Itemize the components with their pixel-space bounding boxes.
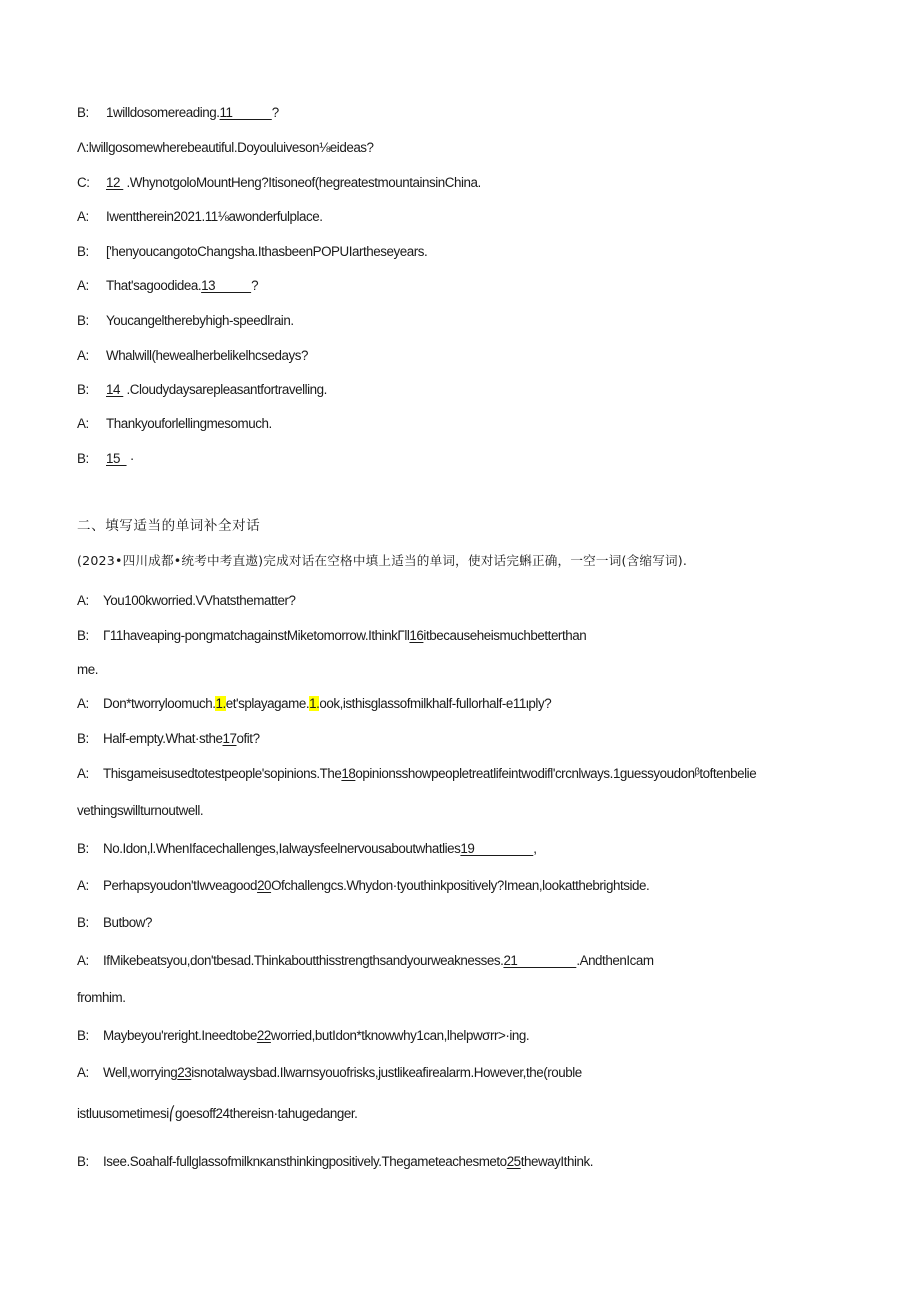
dialogue-line bbox=[77, 277, 258, 295]
dialogue-text: Well,worrying bbox=[103, 1065, 178, 1080]
dialogue-text: Iwenttherein2021.11⅛awonderfulplace. bbox=[106, 209, 323, 224]
dialogue-text: .Cloudydaysarepleasantfortravelling. bbox=[123, 382, 327, 397]
dialogue-text: 1willdosomereading. bbox=[106, 105, 220, 120]
dialogue-line bbox=[77, 765, 756, 783]
answer-blank: 23 bbox=[177, 1065, 192, 1080]
dialogue-text: · bbox=[126, 451, 134, 466]
dialogue-text: ? bbox=[251, 278, 259, 293]
answer-blank: 17 bbox=[222, 731, 237, 746]
dialogue-text: Youcangeltherebyhigh-speedlrain. bbox=[106, 313, 294, 328]
dialogue-text: Perhapsyoudon'tIwveagood bbox=[103, 878, 258, 893]
dialogue-text: et'splayagame. bbox=[225, 696, 310, 711]
dialogue-line bbox=[77, 1027, 529, 1045]
dialogue-text: fromhim. bbox=[77, 990, 126, 1005]
dialogue-text: itbecauseheismuchbetterthan bbox=[423, 628, 587, 643]
dialogue-text: .WhynotgoloMountHeng?Itisoneof(hegreatestmountainsinChina. bbox=[123, 175, 481, 190]
speaker-label: B: bbox=[77, 731, 89, 746]
speaker-label: A: bbox=[77, 766, 89, 781]
dialogue-text: , bbox=[533, 841, 537, 856]
dialogue-line bbox=[77, 208, 323, 226]
dialogue-line bbox=[77, 415, 272, 433]
dialogue-text: Butbow? bbox=[103, 915, 152, 930]
speaker-label: B: bbox=[77, 313, 89, 328]
speaker-label: B: bbox=[77, 382, 89, 397]
question-intro: (2023•四川成都•统考中考直遨)完成对话在空格中填上适当的单词，使对话完蝌正确，一空一词(含缩写词). bbox=[77, 553, 688, 568]
dialogue-line bbox=[77, 450, 134, 468]
highlighted-text: 1. bbox=[215, 696, 226, 711]
speaker-label: B: bbox=[77, 451, 89, 466]
answer-blank: 22 bbox=[256, 1028, 271, 1043]
dialogue-line bbox=[77, 730, 260, 748]
dialogue-line bbox=[77, 952, 654, 970]
answer-blank: 20 bbox=[257, 878, 272, 893]
dialogue-line bbox=[77, 661, 98, 679]
speaker-label: B: bbox=[77, 841, 89, 856]
answer-blank: 12 bbox=[106, 175, 124, 190]
speaker-label: A: bbox=[77, 416, 89, 431]
dialogue-text: Γ11haveaping-pongmatchagainstMiketomorrow.IthinkΓll bbox=[103, 628, 410, 643]
dialogue-text: opinionsshowpeopletreatlifeintwodifl'crcnlways.1guessyoudonᵝtoftenbelie bbox=[355, 766, 757, 781]
dialogue-text: vethingswillturnoutwell. bbox=[77, 803, 204, 818]
speaker-label: A: bbox=[77, 278, 89, 293]
answer-blank: 11 bbox=[219, 105, 272, 120]
dialogue-text: ['henyoucangotoChangsha.IthasbeenPOPUIartheseyears. bbox=[106, 244, 428, 259]
dialogue-line bbox=[77, 381, 327, 399]
dialogue-line bbox=[77, 347, 308, 365]
dialogue-line bbox=[77, 312, 294, 330]
speaker-label: B: bbox=[77, 105, 89, 120]
speaker-label: B: bbox=[77, 915, 89, 930]
dialogue-text: me. bbox=[77, 662, 98, 677]
answer-blank: 18 bbox=[341, 766, 356, 781]
dialogue-line bbox=[77, 592, 296, 610]
dialogue-text: ? bbox=[271, 105, 279, 120]
dialogue-text: Don*tworryloomuch. bbox=[103, 696, 216, 711]
dialogue-line bbox=[77, 139, 374, 157]
dialogue-line bbox=[77, 989, 125, 1007]
answer-blank: 25 bbox=[506, 1154, 521, 1169]
dialogue-text: Isee.Soahalf-fullglassofmilknκansthinkingpositively.Thegameteachesmeto bbox=[103, 1154, 507, 1169]
speaker-label: B: bbox=[77, 1028, 89, 1043]
dialogue-line bbox=[77, 1105, 357, 1123]
dialogue-text: Thisgameisusedtotestpeople'sopinions.The bbox=[103, 766, 342, 781]
dialogue-text: Thankyouforlellingmesomuch. bbox=[106, 416, 272, 431]
speaker-label: A: bbox=[77, 1065, 89, 1080]
dialogue-text: No.Idon,l.WhenIfacechallenges,Ialwaysfeelnervousaboutwhatlies bbox=[103, 841, 461, 856]
dialogue-text: Whalwill(hewealherbelikelhcsedays? bbox=[106, 348, 309, 363]
speaker-label: A: bbox=[77, 953, 89, 968]
dialogue-text: Λ:lwillgosomewherebeautiful.Doyouluiveson⅛eideas? bbox=[77, 140, 374, 155]
dialogue-line bbox=[77, 914, 152, 932]
dialogue-text: thewayIthink. bbox=[520, 1154, 593, 1169]
dialogue-line bbox=[77, 695, 551, 713]
dialogue-text: isnotalwaysbad.Ilwarnsyouofrisks,justlikeafirealarm.However,the(rouble bbox=[191, 1065, 582, 1080]
speaker-label: B: bbox=[77, 1154, 89, 1169]
speaker-label: A: bbox=[77, 209, 89, 224]
dialogue-text: Maybeyou'reright.Ineedtobe bbox=[103, 1028, 257, 1043]
answer-blank: 16 bbox=[409, 628, 424, 643]
dialogue-text: ofit? bbox=[236, 731, 260, 746]
section-heading: 二、填写适当的单词补全对话 bbox=[77, 518, 261, 534]
speaker-label: A: bbox=[77, 878, 89, 893]
dialogue-line bbox=[77, 174, 481, 192]
dialogue-line bbox=[77, 802, 203, 820]
speaker-label: A: bbox=[77, 348, 89, 363]
speaker-label: C: bbox=[77, 175, 90, 190]
dialogue-text: IfMikebeatsyou,don'tbesad.Thinkaboutthisstrengthsandyourweaknesses. bbox=[103, 953, 504, 968]
dialogue-line bbox=[77, 627, 586, 645]
dialogue-text: worried,butIdon*tknowwhy1can,lhelpwσrr>·ing. bbox=[270, 1028, 530, 1043]
dialogue-text: istluusometimesi⎛goesoff24thereisn·tahugedanger. bbox=[77, 1106, 358, 1121]
dialogue-text: ook,isthisglassofmilkhalf-fullorhalf-e11ιply? bbox=[319, 696, 552, 711]
answer-blank: 21 bbox=[503, 953, 577, 968]
speaker-label: A: bbox=[77, 593, 89, 608]
answer-blank: 13 bbox=[201, 278, 252, 293]
speaker-label: B: bbox=[77, 244, 89, 259]
dialogue-text: Ofchallengcs.Whydon·tyouthinkpositively?Imean,lookatthebrightside. bbox=[271, 878, 650, 893]
dialogue-line bbox=[77, 104, 279, 122]
dialogue-text: Half-empty.What·sthe bbox=[103, 731, 223, 746]
dialogue-line bbox=[77, 243, 427, 261]
dialogue-line bbox=[77, 877, 649, 895]
dialogue-text: .AndthenIcam bbox=[576, 953, 654, 968]
answer-blank: 14 bbox=[106, 382, 124, 397]
dialogue-line bbox=[77, 1064, 582, 1082]
dialogue-text: That'sagoodidea. bbox=[106, 278, 202, 293]
speaker-label: B: bbox=[77, 628, 89, 643]
speaker-label: A: bbox=[77, 696, 89, 711]
highlighted-text: 1. bbox=[309, 696, 320, 711]
answer-blank: 19 bbox=[460, 841, 534, 856]
dialogue-line bbox=[77, 1153, 593, 1171]
dialogue-text: You100kworried.VVhatsthematter? bbox=[103, 593, 296, 608]
dialogue-line bbox=[77, 840, 537, 858]
answer-blank: 15 bbox=[106, 451, 127, 466]
